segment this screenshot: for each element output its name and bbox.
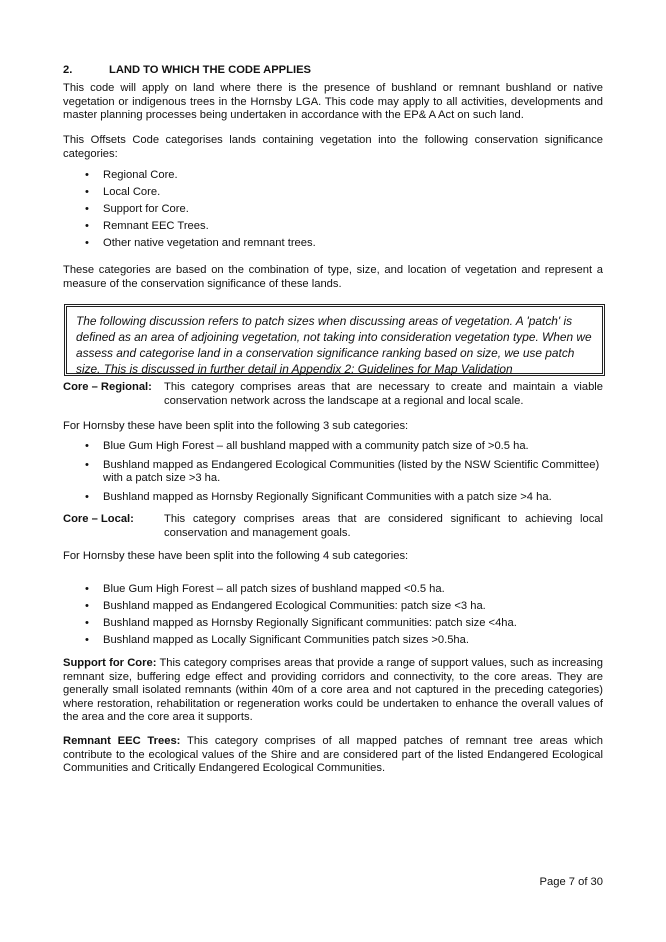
core-local-subcats <box>63 581 603 649</box>
list-item: • Local Core. <box>63 184 603 201</box>
section-number: 2. <box>63 64 73 76</box>
core-regional-definition <box>63 381 603 408</box>
remnant-eec-description: This category comprises of all mapped patches of remnant tree areas which contribute to the ecological values of the Shire and are considered part of the listed Endangered Ecological Communities and Critically Endangered Ecological Communities. <box>63 735 603 775</box>
section-title: LAND TO WHICH THE CODE APPLIES <box>109 64 312 76</box>
list-item: • Blue Gum High Forest – all patch sizes of bushland mapped <0.5 ha. <box>63 581 603 598</box>
patch-size-callout <box>64 304 605 376</box>
categories-basis: These categories are based on the combination of type, size, and location of vegetation and represent a measure of the conservation significance of these lands. <box>63 264 603 290</box>
page-number: Page 7 of 30 <box>539 876 603 888</box>
core-regional-description: This category comprises areas that are necessary to create and maintain a viable conservation network across the landscape at a regional and local scale. <box>164 381 603 407</box>
remnant-eec-paragraph <box>63 735 603 776</box>
core-local-term: Core – Local: <box>63 513 134 525</box>
categories-list <box>63 167 603 252</box>
remnant-eec-term: Remnant EEC Trees: <box>63 735 181 747</box>
categories-intro: This Offsets Code categorises lands containing vegetation into the following conservation significance categories: <box>63 134 603 160</box>
core-regional-term: Core – Regional: <box>63 381 152 393</box>
list-item: • Blue Gum High Forest – all bushland mapped with a community patch size of >0.5 ha. <box>63 440 603 454</box>
core-local-description: This category comprises areas that are considered significant to achieving local conservation and management goals. <box>164 513 603 539</box>
section-heading <box>63 64 311 78</box>
list-item: • Bushland mapped as Hornsby Regionally Significant communities: patch size <4ha. <box>63 615 603 632</box>
list-item: • Bushland mapped as Hornsby Regionally Significant Communities with a patch size >4 ha. <box>63 491 603 505</box>
core-local-subcat-intro: For Hornsby these have been split into the following 4 sub categories: <box>63 550 409 562</box>
list-item: • Bushland mapped as Locally Significant Communities patch sizes >0.5ha. <box>63 632 603 649</box>
core-regional-subcat-intro: For Hornsby these have been split into the following 3 sub categories: <box>63 420 409 432</box>
support-for-core-description: This category comprises areas that provide a range of support values, such as increasing remnant size, buffering edge effect and providing corridors and connectivity, to the core areas. They are generally small isolated remnants (within 40m of a core area and not captured in the preceding categories) where restoration, rehabilitation or regeneration works could be undertaken to enhance the overall values of the area and the core area it supports. <box>63 657 603 724</box>
intro-paragraph: This code will apply on land where there is the presence of bushland or remnant bushland or native vegetation or indigenous trees in the Hornsby LGA. This code may apply to all activities, developments and master planning processes being undertaken in accordance with the EP& A Act on such land. <box>63 82 603 122</box>
list-item: • Support for Core. <box>63 201 603 218</box>
core-local-definition <box>63 513 603 540</box>
list-item: • Regional Core. <box>63 167 603 184</box>
core-regional-subcats <box>63 440 603 504</box>
support-for-core-paragraph <box>63 657 603 725</box>
list-item: • Bushland mapped as Endangered Ecological Communities: patch size <3 ha. <box>63 598 603 615</box>
support-for-core-term: Support for Core: <box>63 657 157 669</box>
list-item: • Other native vegetation and remnant trees. <box>63 235 603 252</box>
list-item: • Bushland mapped as Endangered Ecological Communities (listed by the NSW Scientific Committee) with a patch size >3 ha. <box>63 459 603 486</box>
list-item: • Remnant EEC Trees. <box>63 218 603 235</box>
callout-text: The following discussion refers to patch sizes when discussing areas of vegetation. A 'patch' is defined as an area of adjoining vegetation, not taking into consideration vegetation type. When we assess and categorise land in a conservation significance ranking based on size, we use patch size. This is discussed in further detail in Appendix 2: Guidelines for Map Validation <box>76 314 592 376</box>
